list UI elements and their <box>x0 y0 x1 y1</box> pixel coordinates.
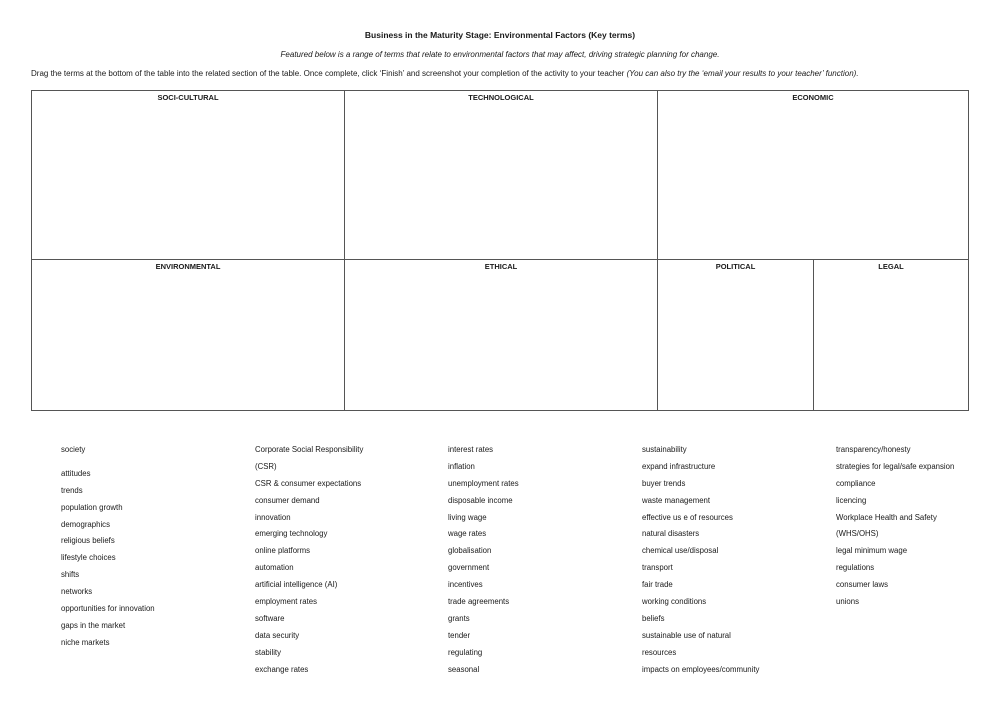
terms-column-3 <box>448 444 638 680</box>
draggable-term[interactable]: trade agreements <box>448 597 510 607</box>
draggable-term[interactable]: lifestyle choices <box>61 553 116 563</box>
draggable-term[interactable]: living wage <box>448 512 487 522</box>
draggable-term[interactable]: exchange rates <box>255 664 309 674</box>
drop-zone-political[interactable] <box>658 260 813 410</box>
draggable-term[interactable]: globalisation <box>448 546 492 556</box>
drop-zone-label: POLITICAL <box>715 262 756 271</box>
draggable-term[interactable]: impacts on employees/community <box>642 664 760 674</box>
draggable-term[interactable]: seasonal <box>448 664 480 674</box>
draggable-term[interactable]: society <box>61 445 86 454</box>
terms-column-4 <box>642 444 832 680</box>
drop-table <box>31 90 969 411</box>
draggable-term[interactable]: online platforms <box>255 546 311 556</box>
draggable-term[interactable]: unions <box>836 597 859 607</box>
draggable-term[interactable]: population growth <box>61 502 123 512</box>
draggable-term[interactable]: disposable income <box>448 495 513 505</box>
draggable-term[interactable]: Corporate Social Responsibility <box>255 445 364 454</box>
terms-column-5 <box>836 444 1000 613</box>
terms-column-1 <box>61 444 251 654</box>
draggable-term[interactable]: Workplace Health and Safety <box>836 512 937 522</box>
draggable-term[interactable]: beliefs <box>642 613 665 623</box>
draggable-term[interactable]: expand infrastructure <box>642 461 716 471</box>
draggable-term[interactable]: employment rates <box>255 597 317 607</box>
draggable-term[interactable]: automation <box>255 563 294 573</box>
draggable-term[interactable]: demographics <box>61 519 110 529</box>
draggable-term[interactable]: wage rates <box>448 529 487 539</box>
instructions <box>31 69 981 78</box>
draggable-term[interactable]: software <box>255 613 285 623</box>
drop-zone-label: SOCI-CULTURAL <box>157 93 219 102</box>
drop-zone-label: LEGAL <box>878 262 904 271</box>
terms-column-2 <box>255 444 445 680</box>
draggable-term[interactable]: trends <box>61 485 83 495</box>
draggable-term[interactable]: waste management <box>642 495 711 505</box>
drop-zone-label: TECHNOLOGICAL <box>468 93 534 102</box>
drop-zone-label: ECONOMIC <box>792 93 834 102</box>
draggable-term[interactable]: incentives <box>448 580 483 590</box>
draggable-term[interactable]: stability <box>255 647 281 657</box>
drop-zone-label: ETHICAL <box>484 262 518 271</box>
draggable-term[interactable]: legal minimum wage <box>836 546 908 556</box>
drop-zone-soci-cultural[interactable] <box>32 91 344 259</box>
draggable-term[interactable]: resources <box>642 647 677 657</box>
draggable-term[interactable]: transparency/honesty <box>836 445 911 454</box>
draggable-term[interactable]: gaps in the market <box>61 620 126 630</box>
drop-zone-ethical[interactable] <box>345 260 657 410</box>
draggable-term[interactable]: compliance <box>836 478 876 488</box>
instructions-text: Drag the terms at the bottom of the table into the related section of the table. Once complete, click ‘Finish’ and screenshot your completion of the activity to your teacher <box>31 69 627 78</box>
draggable-term[interactable]: consumer laws <box>836 580 888 590</box>
draggable-term[interactable]: shifts <box>61 570 80 580</box>
draggable-term[interactable]: chemical use/disposal <box>642 546 719 556</box>
drop-zone-label: ENVIRONMENTAL <box>155 262 221 271</box>
draggable-term[interactable]: buyer trends <box>642 478 686 488</box>
drop-zone-legal[interactable] <box>814 260 968 410</box>
draggable-term[interactable]: emerging technology <box>255 529 328 539</box>
draggable-term[interactable]: interest rates <box>448 445 494 454</box>
draggable-term[interactable]: opportunities for innovation <box>61 604 155 614</box>
draggable-term[interactable]: unemployment rates <box>448 478 519 488</box>
draggable-term[interactable]: licencing <box>836 495 867 505</box>
draggable-term[interactable]: effective us e of resources <box>642 512 733 522</box>
page-title: Business in the Maturity Stage: Environmental Factors (Key terms) <box>364 30 636 40</box>
draggable-term[interactable]: inflation <box>448 461 475 471</box>
draggable-term[interactable]: religious beliefs <box>61 536 115 546</box>
draggable-term[interactable]: niche markets <box>61 637 110 647</box>
draggable-term[interactable]: transport <box>642 563 673 573</box>
draggable-term[interactable]: regulating <box>448 647 483 657</box>
draggable-term[interactable]: natural disasters <box>642 529 700 539</box>
draggable-term[interactable]: fair trade <box>642 580 673 590</box>
draggable-term[interactable]: sustainability <box>642 445 687 454</box>
draggable-term[interactable]: innovation <box>255 512 291 522</box>
draggable-term[interactable]: grants <box>448 613 470 623</box>
draggable-term[interactable]: regulations <box>836 563 875 573</box>
draggable-term[interactable]: government <box>448 563 490 573</box>
draggable-term[interactable]: working conditions <box>642 597 707 607</box>
draggable-term[interactable]: tender <box>448 630 471 640</box>
draggable-term[interactable]: attitudes <box>61 468 91 478</box>
instructions-italic: (You can also try the ‘email your results to your teacher’ function). <box>626 69 859 78</box>
page-subtitle: Featured below is a range of terms that relate to environmental factors that may affect, driving strategic planning for change. <box>280 50 720 59</box>
draggable-term[interactable]: (CSR) <box>255 461 277 471</box>
draggable-term[interactable]: data security <box>255 630 300 640</box>
draggable-term[interactable]: networks <box>61 587 93 597</box>
draggable-term[interactable]: strategies for legal/safe expansion <box>836 461 955 471</box>
draggable-term[interactable]: artificial intelligence (AI) <box>255 580 338 590</box>
draggable-term[interactable]: CSR & consumer expectations <box>255 478 362 488</box>
draggable-term[interactable]: sustainable use of natural <box>642 630 731 640</box>
drop-zone-environmental[interactable] <box>32 260 344 410</box>
drop-zone-technological[interactable] <box>345 91 657 259</box>
drop-zone-economic[interactable] <box>658 91 968 259</box>
draggable-term[interactable]: consumer demand <box>255 495 320 505</box>
draggable-term[interactable]: (WHS/OHS) <box>836 529 879 539</box>
